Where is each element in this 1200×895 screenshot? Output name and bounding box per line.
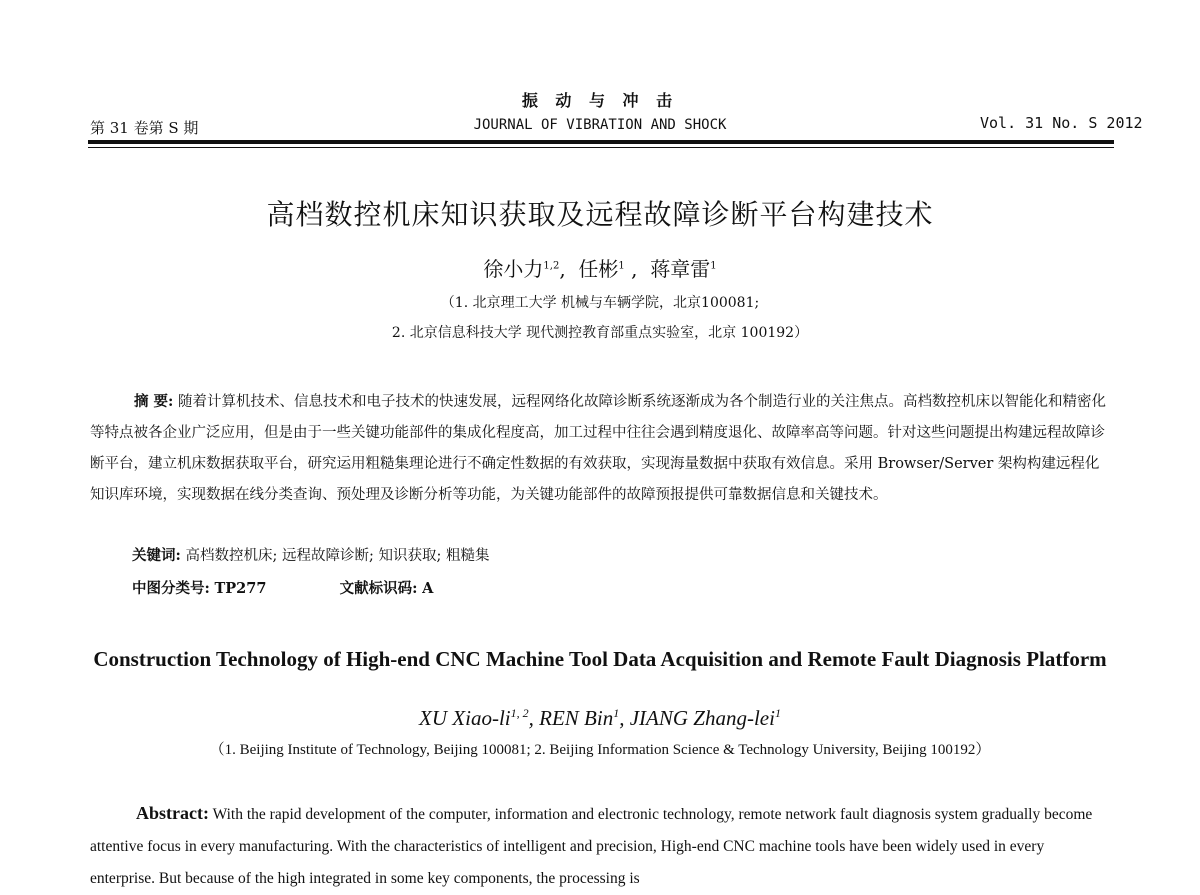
keywords-label: 关键词: xyxy=(132,547,181,564)
author-name: 徐小力 xyxy=(483,257,544,281)
abstract-cn xyxy=(90,386,1110,511)
abstract-en xyxy=(90,797,1110,895)
author-name: 蒋章雷 xyxy=(650,257,711,281)
header-rule-thin xyxy=(88,147,1114,148)
clc-label: 中图分类号: xyxy=(132,580,210,597)
affiliation-cn-1: （1. 北京理工大学 机械与车辆学院，北京100081; xyxy=(440,295,760,311)
issue-label: 第 31 卷第 S 期 xyxy=(90,119,199,137)
header-rule-thick xyxy=(88,140,1114,144)
journal-name-cn: 振 动 与 冲 击 xyxy=(521,91,679,110)
classification-line xyxy=(132,577,433,598)
journal-name-en: JOURNAL OF VIBRATION AND SHOCK xyxy=(473,117,727,133)
volume-label: Vol. 31 No. S 2012 xyxy=(980,114,1143,132)
doc-code-label: 文献标识码: xyxy=(339,580,418,597)
affiliation-en: （1. Beijing Institute of Technology, Beijing 100081; 2. Beijing Information Science & Technology University, Beijing 100192） xyxy=(209,742,991,758)
keywords-text: 高档数控机床; 远程故障诊断; 知识获取; 粗糙集 xyxy=(185,548,490,564)
abstract-en-label: Abstract: xyxy=(136,803,209,823)
doc-code-value: A xyxy=(422,580,434,597)
authors-cn: 徐小力$^{1,2}$, 任彬$^1$ , 蒋章雷$^1$ xyxy=(483,257,717,281)
author-name-en: XU Xiao-li xyxy=(419,706,511,730)
author-affiliation-mark: 1 xyxy=(618,260,625,272)
author-name: 任彬 xyxy=(578,257,619,281)
paper-title-en: Construction Technology of High-end CNC Machine Tool Data Acquisition and Remote Fault Diagnosis Platform xyxy=(93,647,1107,671)
abstract-cn-text: 随着计算机技术、信息技术和电子技术的快速发展，远程网络化故障诊断系统逐渐成为各个制造行业的关注焦点。高档数控机床以智能化和精密化等特点被各企业广泛应用，但是由于一些关键功能部件的集成化程度高，加工过程中往往会遇到精度退化、故障率高等问题。针对这些问题提出构建远程故障诊断平台，建立机床数据获取平台，研究运用粗糙集理论进行不确定性数据的有效获取，实现海量数据中获取有效信息。采用 Browser/Server 架构构建远程化知识库环境，实现数据在线分类查询、预处理及诊断分析等功能，为关键功能部件的故障预报提供可靠数据信息和关键技术。 xyxy=(90,394,1107,503)
paper-title-cn: 高档数控机床知识获取及远程故障诊断平台构建技术 xyxy=(266,198,934,231)
author-affiliation-mark: 1 xyxy=(613,706,620,720)
authors-en: XU Xiao-li$^{1, 2}$, REN Bin$^1$, JIANG Zhang-lei$^1$ xyxy=(419,706,781,730)
keywords-cn xyxy=(132,544,489,565)
author-affiliation-mark: 1 xyxy=(774,706,781,720)
author-name-en: REN Bin xyxy=(539,706,614,730)
abstract-en-text: With the rapid development of the computer, information and electronic technology, remote network fault diagnosis system gradually become attentive focus in every manufacturing. With the characteristics of intelligent and precision, High-end CNC machine tools have been widely used in every enterprise. But because of the high integrated in some key components, the processing is xyxy=(90,806,1093,887)
affiliation-cn-2: 2. 北京信息科技大学 现代测控教育部重点实验室，北京 100192） xyxy=(391,325,809,341)
abstract-cn-label: 摘 要: xyxy=(134,393,174,410)
author-affiliation-mark: 1,2 xyxy=(543,260,560,272)
author-name-en: JIANG Zhang-lei xyxy=(629,706,775,730)
author-affiliation-mark: 1 xyxy=(710,260,717,272)
author-affiliation-mark: 1, 2 xyxy=(510,706,529,720)
clc-value: TP277 xyxy=(214,580,267,597)
